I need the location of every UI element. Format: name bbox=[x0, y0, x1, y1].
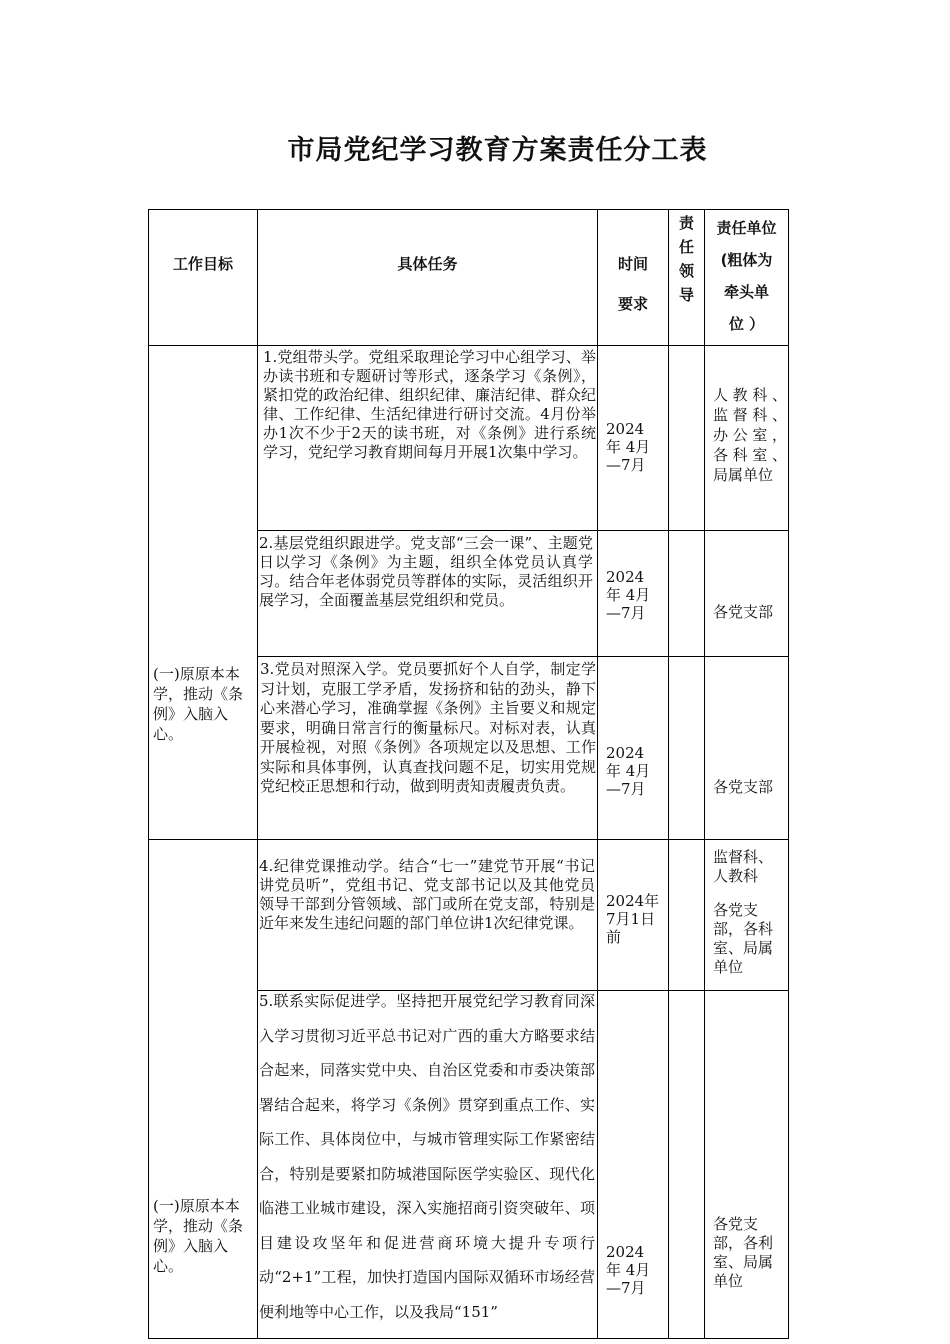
task-cell: 4.纪律党课推动学。结合“七一”建党节开展“书记讲党员听”，党组书记、党支部书记以及其他党员领导干部到分管领域、部门或所在党支部，特别是近年来发生违纪问题的部门单位讲1次纪律党课。 bbox=[259, 857, 595, 932]
unit-cell: 各党支部，各利室、局属单位 bbox=[713, 1215, 774, 1290]
header-task: 具体任务 bbox=[397, 255, 458, 273]
page-title: 市局党纪学习教育方案责任分工表 bbox=[287, 135, 708, 166]
header-unit-line: 责任单位 bbox=[716, 219, 777, 237]
header-leader-char: 导 bbox=[678, 286, 694, 304]
unit-cell-secondary: 各党支部，各科室、局属单位 bbox=[713, 901, 774, 976]
header-leader bbox=[668, 211, 705, 307]
header-leader-char: 任 bbox=[678, 238, 694, 256]
header-time-line: 时间 bbox=[617, 255, 648, 273]
header-unit-line: 位 ） bbox=[728, 315, 765, 333]
task-cell: 3.党员对照深入学。党员要抓好个人自学，制定学习计划，克服工学矛盾，发扬挤和钻的劲头，静下心来潜心学习，准确掌握《条例》主旨要义和规定要求，明确日常言行的衡量标尺。对标对表，认真开展检视，对照《条例》各项规定以及思想、工作实际和具体事例，认真查找问题不足，切实用党规党纪校正思想和行动，做到明责知责履责负责。 bbox=[260, 660, 596, 795]
task-cell: 2.基层党组织跟进学。党支部“三会一课”、主题党日以学习《条例》为主题，组织全体党员认真学习。结合年老体弱党员等群体的实际，灵活组织开展学习，全面覆盖基层党组织和党员。 bbox=[259, 534, 593, 609]
unit-cell: 人教科、监督科、办公室，各科室、局属单位 bbox=[713, 386, 787, 484]
header-leader-char: 领 bbox=[678, 262, 694, 280]
task-cell: 1.党组带头学。党组采取理论学习中心组学习、举办读书班和专题研讨等形式，逐条学习《条例》，紧扣党的政治纪律、组织纪律、廉洁纪律、群众纪律、工作纪律、生活纪律进行研讨交流。4月份举办1次不少于2天的读书班，对《条例》进行系统学习，党纪学习教育期间每月开展1次集中学习。 bbox=[263, 348, 596, 461]
header-unit-line: (粗体为 bbox=[720, 251, 773, 269]
task-cell: 5.联系实际促进学。坚持把开展党纪学习教育同深入学习贯彻习近平总书记对广西的重大方略要求结合起来，同落实党中央、自治区党委和市委决策部署结合起来，将学习《条例》贯穿到重点工作、实际工作、具体岗位中，与城市管理实际工作紧密结合，特别是要紧扣防城港国际医学实验区、现代化临港工业城市建设，深入实施招商引资突破年、项目建设攻坚年和促进营商环境大提升专项行动“2+1”工程，加快打造国内国际双循环市场经营便利地等中心工作，以及我局“151” bbox=[259, 992, 595, 1321]
header-time bbox=[597, 244, 669, 324]
unit-cell: 各党支部 bbox=[713, 603, 774, 621]
header-unit bbox=[704, 212, 789, 340]
header-leader-char: 责 bbox=[678, 214, 694, 232]
time-cell: 2024年 4月—7月 bbox=[606, 568, 651, 622]
time-cell: 2024年7月1日前 bbox=[606, 892, 660, 946]
unit-cell: 各党支部 bbox=[713, 778, 774, 796]
header-unit-line: 牵头单 bbox=[723, 283, 769, 301]
time-cell: 2024年 4月—7月 bbox=[606, 744, 651, 798]
goal-cell: (一)原原本本学，推动《条例》入脑入心。 bbox=[153, 665, 244, 743]
time-cell: 2024年 4月—7月 bbox=[606, 1243, 651, 1297]
unit-cell: 监督科、人教科 bbox=[713, 848, 774, 885]
goal-cell: (一)原原本本学，推动《条例》入脑入心。 bbox=[153, 1197, 244, 1275]
time-cell: 2024年 4月—7月 bbox=[606, 420, 651, 474]
header-time-line: 要求 bbox=[617, 295, 648, 313]
header-goal: 工作目标 bbox=[172, 255, 233, 273]
